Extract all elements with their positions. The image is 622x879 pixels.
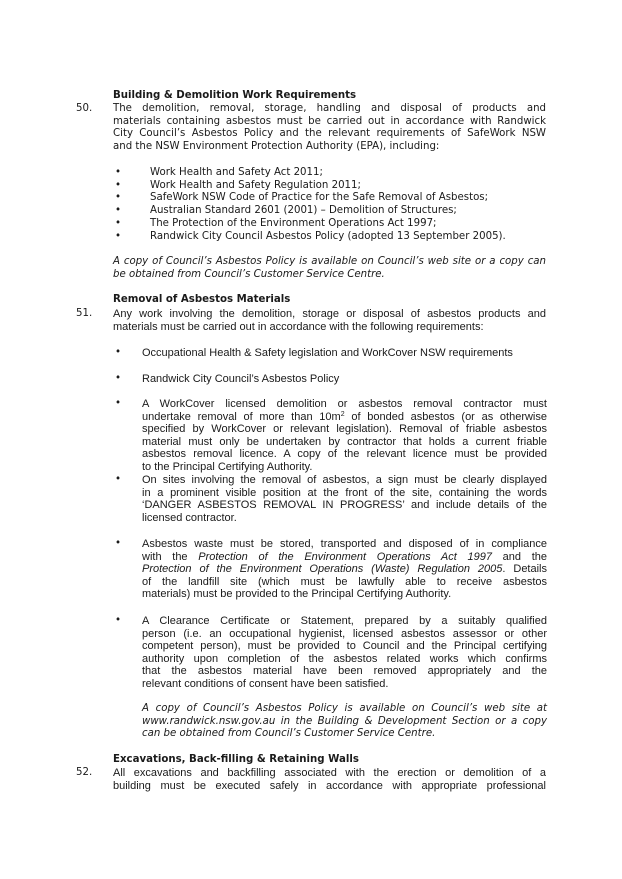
- text-line: can be obtained from Council’s Customer Service Centre.: [142, 728, 436, 740]
- text-line: licensed contractor.: [142, 511, 237, 524]
- condition-50-policy-note: [113, 256, 546, 281]
- text-line: [142, 551, 547, 564]
- condition-50-intro: [113, 103, 546, 153]
- text-line: building must be executed safely in accordance with appropriate professional: [113, 779, 546, 792]
- section-heading-excavations: Excavations, Back-filling & Retaining Walls: [113, 754, 359, 765]
- list-item: The Protection of the Environment Operations Act 1997;: [150, 218, 437, 229]
- bullet-icon: •: [115, 538, 122, 549]
- list-item: Randwick City Council Asbestos Policy (adopted 13 September 2005).: [150, 231, 506, 242]
- text-line: specified by WorkCover or relevant legislation). Removal of friable asbestos: [142, 423, 547, 436]
- text-line: person (i.e. an occupational hygienist, licensed asbestos assessor or other: [142, 627, 547, 640]
- text-line: competent person), must be provided to Council and the Principal certifying: [142, 640, 547, 653]
- bullet-icon: •: [115, 231, 122, 242]
- condition-number-52: 52.: [76, 767, 93, 778]
- text-run: and the: [491, 550, 547, 563]
- text-line: www.randwick.nsw.gov.au in the Building & Development Section or a copy: [142, 715, 547, 727]
- list-item: SafeWork NSW Code of Practice for the Safe Removal of Asbestos;: [150, 192, 489, 203]
- text-line: A WorkCover licensed demolition or asbestos removal contractor must: [142, 398, 547, 410]
- condition-number-51: 51.: [76, 308, 93, 319]
- list-item: Work Health and Safety Regulation 2011;: [150, 180, 361, 191]
- section-heading-asbestos-removal: Removal of Asbestos Materials: [113, 294, 291, 305]
- condition-51-policy-note: [142, 703, 547, 741]
- text-line: that the asbestos material have been removed appropriately and the: [142, 665, 547, 678]
- text-line: City Council’s Asbestos Policy and the relevant requirements of SafeWork NSW: [113, 128, 546, 140]
- text-line: and the NSW Environment Protection Authority (EPA), including:: [113, 140, 440, 152]
- regulation-title: Protection of the Environment Operations (Waste) Regulation 2005: [142, 563, 503, 576]
- bullet-icon: •: [115, 398, 122, 409]
- text-line: On sites involving the removal of asbestos, a sign must be clearly displayed: [142, 474, 547, 486]
- list-item: [142, 474, 547, 524]
- bullet-icon: •: [115, 347, 122, 358]
- superscript: 2: [340, 410, 345, 418]
- text-run: of bonded asbestos (or as otherwise: [344, 410, 547, 423]
- act-title: Protection of the Environment Operations Act 1997: [198, 550, 492, 563]
- text-line: Any work involving the demolition, storage or disposal of asbestos products and: [113, 308, 546, 320]
- text-line: materials containing asbestos must be carried out in accordance with Randwick: [113, 115, 546, 127]
- bullet-icon: •: [115, 192, 122, 203]
- condition-51-intro: [113, 308, 546, 333]
- list-item: [142, 538, 547, 601]
- text-line: of the landfill site (which must be lawfully able to receive asbestos: [142, 575, 547, 588]
- list-item: Randwick City Council’s Asbestos Policy: [142, 373, 340, 385]
- text-line: A copy of Council’s Asbestos Policy is available on Council’s web site at: [142, 703, 547, 714]
- bullet-icon: •: [115, 218, 122, 229]
- text-line: relevant conditions of consent have been satisfied.: [142, 677, 389, 690]
- bullet-icon: •: [115, 205, 122, 216]
- text-line: Asbestos waste must be stored, transported and disposed of in compliance: [142, 538, 547, 550]
- bullet-icon: •: [115, 474, 122, 485]
- text-run: . Details: [502, 563, 547, 576]
- bullet-icon: •: [115, 615, 122, 626]
- condition-52-intro: [113, 767, 546, 792]
- text-line: be obtained from Council’s Customer Service Centre.: [113, 268, 385, 280]
- list-item: Work Health and Safety Act 2011;: [150, 167, 323, 178]
- text-line: authority upon completion of the asbestos related works which confirms: [142, 652, 547, 665]
- text-run: undertake removal of more than 10m: [142, 410, 341, 423]
- text-line: to the Principal Certifying Authority.: [142, 460, 313, 473]
- list-item: [142, 398, 547, 474]
- text-line: A copy of Council’s Asbestos Policy is available on Council’s web site or a copy can: [113, 256, 546, 267]
- text-line: in a prominent visible position at the front of the site, containing the words: [142, 486, 547, 499]
- text-run: with the: [142, 550, 199, 563]
- text-line: ‘DANGER ASBESTOS REMOVAL IN PROGRESS’ and include details of the: [142, 499, 547, 512]
- bullet-icon: •: [115, 180, 122, 191]
- text-line: All excavations and backfilling associated with the erection or demolition of a: [113, 767, 546, 779]
- list-item: Australian Standard 2601 (2001) – Demolition of Structures;: [150, 205, 457, 216]
- bullet-icon: •: [115, 167, 122, 178]
- list-item: Occupational Health & Safety legislation and WorkCover NSW requirements: [142, 347, 513, 359]
- text-line: [142, 411, 547, 424]
- text-line: A Clearance Certificate or Statement, prepared by a suitably qualified: [142, 615, 547, 627]
- section-heading-building-demolition: Building & Demolition Work Requirements: [113, 90, 357, 101]
- condition-number-50: 50.: [76, 103, 93, 114]
- bullet-icon: •: [115, 373, 122, 384]
- text-line: material must only be undertaken by contractor that holds a current friable: [142, 435, 547, 448]
- text-line: The demolition, removal, storage, handling and disposal of products and: [113, 103, 546, 114]
- text-line: materials must be carried out in accordance with the following requirements:: [113, 320, 484, 333]
- text-line: [142, 563, 547, 576]
- text-line: asbestos removal licence. A copy of the relevant licence must be provided: [142, 448, 547, 461]
- list-item: [142, 615, 547, 691]
- text-line: materials) must be provided to the Principal Certifying Authority.: [142, 588, 452, 601]
